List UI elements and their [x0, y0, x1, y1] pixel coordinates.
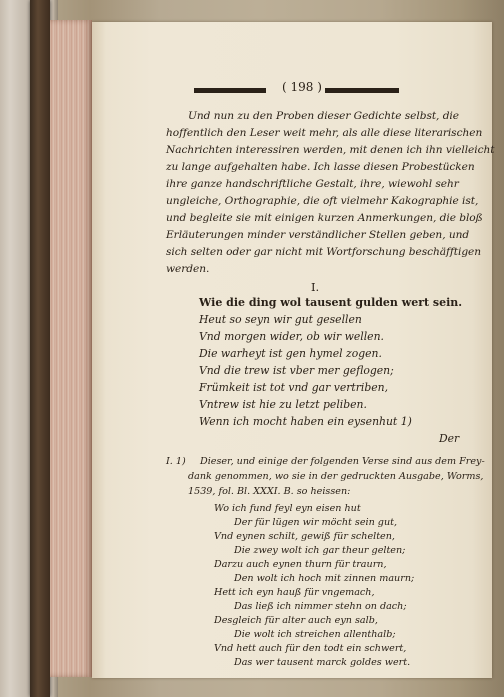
intro-line: Erläuterungen minder verständlicher Stellen geben, und — [166, 229, 470, 241]
poem-line: Vntrew ist hie zu letzt peliben. — [199, 398, 367, 411]
catchword: Der — [439, 432, 460, 445]
footnote-line: 1539, fol. Bl. XXXI. B. so heissen: — [188, 486, 351, 497]
footnote-verse-line: Das wer tausent marck goldes wert. — [234, 657, 411, 668]
footnote-verse-line: Den wolt ich hoch mit zinnen maurn; — [234, 573, 415, 584]
poem-line: Frümkeit ist tot vnd gar vertriben, — [199, 381, 389, 394]
intro-line: ihre ganze handschriftliche Gestalt, ihre, wiewohl sehr — [166, 178, 459, 190]
footnote-verse-line: Darzu auch eynen thurn für traurn, — [214, 559, 387, 570]
footnote-verse-line: Die zwey wolt ich gar theur gelten; — [234, 545, 406, 556]
header-rule-left — [194, 88, 266, 93]
intro-line: Nachrichten interessiren werden, mit denen ich ihn vielleicht — [166, 144, 495, 156]
poem-line: Heut so seyn wir gut gesellen — [199, 313, 362, 326]
footnote-line: dank genommen, wo sie in der gedruckten Ausgabe, Worms, — [188, 471, 484, 482]
poem-line: Die warheyt ist gen hymel zogen. — [199, 347, 382, 360]
footnote-verse-line: Vnd eynen schilt, gewiß für schelten, — [214, 531, 395, 542]
footnote-verse-line: Der für lügen wir möcht sein gut, — [234, 517, 398, 528]
page-edges — [50, 20, 92, 677]
header-rule-right — [325, 88, 399, 93]
footnote-verse-line: Wo ich fund feyl eyn eisen hut — [214, 503, 361, 514]
poem-line: Vnd die trew ist vber mer geflogen; — [199, 364, 394, 377]
intro-line: werden. — [166, 263, 210, 275]
section-number: I. — [311, 280, 320, 294]
page-number: ( 198 ) — [282, 80, 322, 94]
intro-line: hoffentlich den Leser weit mehr, als alle diese literarischen — [166, 127, 483, 139]
footnote-line: Dieser, und einige der folgenden Verse sind aus dem Frey- — [200, 456, 485, 467]
footnote-verse-line: Vnd hett auch für den todt ein schwert, — [214, 643, 407, 654]
footnote-verse-line: Hett ich eyn hauß für vngemach, — [214, 587, 375, 598]
poem-line: Vnd morgen wider, ob wir wellen. — [199, 330, 384, 343]
intro-line: Und nun zu den Proben dieser Gedichte selbst, die — [188, 110, 459, 122]
poem-title: Wie die ding wol tausent gulden wert sein. — [199, 296, 463, 309]
intro-line: sich selten oder gar nicht mit Wortforschung beschäfftigen — [166, 246, 482, 258]
book-spine — [30, 0, 50, 697]
footnote-verse-line: Desgleich für alter auch eyn salb, — [214, 615, 378, 626]
footnote-verse-line: Das ließ ich nimmer stehn on dach; — [234, 601, 407, 612]
poem-line: Wenn ich mocht haben ein eysenhut 1) — [199, 415, 412, 428]
intro-line: und begleite sie mit einigen kurzen Anmerkungen, die bloß — [166, 212, 483, 224]
footnote-verse-line: Die wolt ich streichen allenthalb; — [234, 629, 396, 640]
intro-line: zu lange aufgehalten habe. Ich lasse diesen Probestücken — [166, 161, 475, 173]
intro-line: ungleiche, Orthographie, die oft vielmehr Kakographie ist, — [166, 195, 479, 207]
footnote-label: I. 1) — [166, 456, 186, 467]
